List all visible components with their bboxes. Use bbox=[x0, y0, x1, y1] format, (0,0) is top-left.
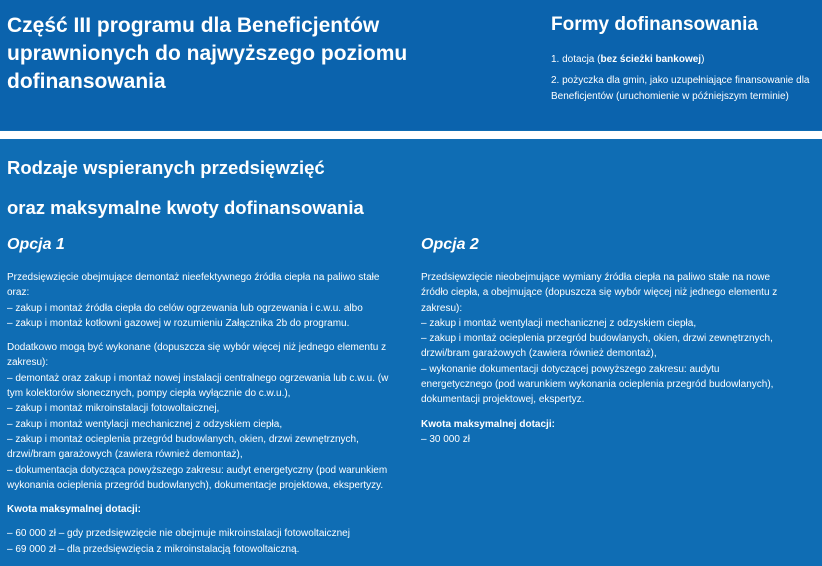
option2-max-value: – 30 000 zł bbox=[421, 433, 470, 445]
option1-additional-item: – demontaż oraz zakup i montaż nowej instalacji centralnego ogrzewania lub c.w.u. (w tym kolektorów słonecznych, pompy ciepła wyłącznie do c.w.u.), bbox=[7, 372, 389, 400]
option1-intro-item: – zakup i montaż kotłowni gazowej w rozumieniu Załącznika 2b do programu. bbox=[7, 317, 350, 329]
option2-item: – zakup i montaż wentylacji mechanicznej z odzyskiem ciepła, bbox=[421, 317, 697, 329]
forms-list bbox=[551, 52, 813, 110]
option1-additional-item: – zakup i montaż wentylacji mechanicznej z odzyskiem ciepła, bbox=[7, 418, 283, 430]
section-title-line1: Rodzaje wspieranych przedsięwzięć bbox=[7, 157, 325, 178]
forms-item: 2. pożyczka dla gmin, jako uzupełniające finansowanie dla Beneficjentów (uruchomienie w późniejszym terminie) bbox=[551, 75, 810, 102]
option1-intro: Przedsięwzięcie obejmujące demontaż nieefektywnego źródła ciepła na paliwo stałe oraz: bbox=[7, 272, 380, 299]
option2-item: – zakup i montaż ocieplenia przegród budowlanych, okien, drzwi zewnętrznych, drzwi/bram garażowych (zawiera również demontaż), bbox=[421, 333, 773, 360]
section-divider bbox=[0, 131, 822, 139]
main-title: Część III programu dla Beneficjentów uprawnionych do najwyższego poziomu dofinansowania bbox=[7, 14, 408, 93]
option1-column bbox=[7, 270, 402, 557]
option2-column bbox=[421, 270, 791, 447]
option1-additional-intro: Dodatkowo mogą być wykonane (dopuszcza się wybór więcej niż jednego elementu z zakresu): bbox=[7, 342, 387, 369]
option1-max-value: – 60 000 zł – gdy przedsięwzięcie nie obejmuje mikroinstalacji fotowoltaicznej bbox=[7, 528, 350, 540]
option2-heading: Opcja 2 bbox=[421, 236, 479, 253]
forms-item: 1. dotacja (bez ścieżki bankowej) bbox=[551, 54, 705, 65]
option1-additional-item: – zakup i montaż ocieplenia przegród budowlanych, okien, drzwi zewnętrznych, drzwi/bram garażowych (zawiera również demontaż), bbox=[7, 433, 359, 461]
option1-max-value: – 69 000 zł – dla przedsięwzięcia z mikroinstalacją fotowoltaiczną. bbox=[7, 543, 300, 555]
option1-additional-item: – zakup i montaż mikroinstalacji fotowoltaicznej, bbox=[7, 403, 220, 415]
option1-heading: Opcja 1 bbox=[7, 236, 65, 253]
section-title-line2: oraz maksymalne kwoty dofinansowania bbox=[7, 197, 364, 218]
forms-title: Formy dofinansowania bbox=[551, 14, 758, 35]
option2-item: – wykonanie dokumentacji dotyczącej powyższego zakresu: audytu energetycznego (pod warunkiem wykonania ocieplenia przegród budowlanych), dokumentacji projektowej, ekspertyz. bbox=[421, 363, 774, 406]
forms-item-emphasis: bez ścieżki bankowej bbox=[600, 54, 702, 65]
option1-intro-item: – zakup i montaż źródła ciepła do celów ogrzewania lub ogrzewania i c.w.u. albo bbox=[7, 302, 363, 314]
option2-intro: Przedsięwzięcie nieobejmujące wymiany źródła ciepła na paliwo stałe na nowe źródło ciepła, a obejmujące (dopuszcza się wybór więcej niż jednego elementu z zakresu): bbox=[421, 272, 778, 314]
option2-max-label: Kwota maksymalnej dotacji: bbox=[421, 418, 555, 430]
option1-additional-item: – dokumentacja dotycząca powyższego zakresu: audyt energetyczny (pod warunkiem wykonania ocieplenia przegród budowlanych), dokumentacje projektowa, ekspertyzy. bbox=[7, 464, 388, 491]
option1-max-label: Kwota maksymalnej dotacji: bbox=[7, 504, 141, 516]
